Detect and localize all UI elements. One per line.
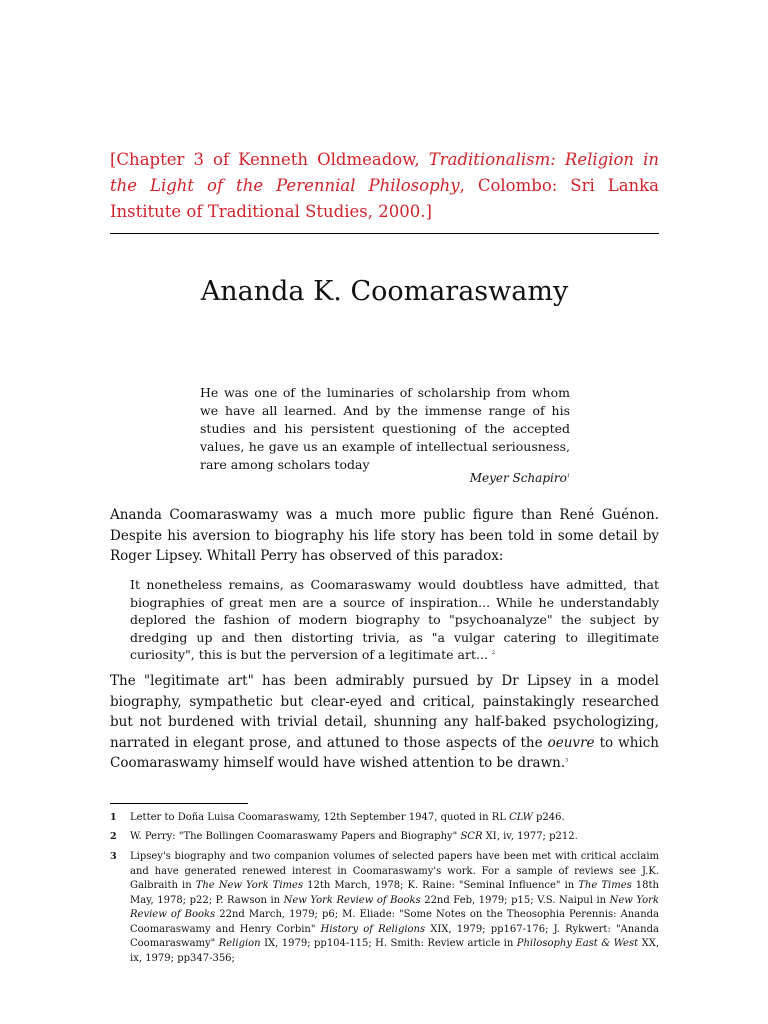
header-text: [Chapter 3 of Kenneth Oldmeadow, bbox=[110, 150, 429, 169]
fn3-s1: Lipsey's biography and two companion volumes of selected papers have been met with critical acclaim and have generated renewed interest in Coomaraswamy's work. For a sample of reviews see J.K. Galbraith in bbox=[130, 851, 659, 891]
header-divider bbox=[110, 233, 659, 234]
page-title: Ananda K. Coomaraswamy bbox=[200, 276, 569, 307]
fn3-i2: The Times bbox=[578, 880, 632, 891]
footnote-divider bbox=[110, 803, 248, 804]
fn3-s2: 12th March, 1978; K. Raine: "Seminal Influence" in bbox=[303, 880, 579, 891]
fn1-a: Letter to Doña Luisa Coomaraswamy, 12th September 1947, quoted in RL bbox=[130, 812, 510, 823]
fn2-a: W. Perry: "The Bollingen Coomaraswamy Papers and Biography" bbox=[130, 831, 461, 842]
fn3-i6: Religion bbox=[218, 938, 261, 949]
body-paragraph-2 bbox=[110, 671, 659, 774]
fn3-i3: New York Review of Books bbox=[283, 894, 421, 906]
para2-text: The "legitimate art" has been admirably pursued by Dr Lipsey in a model biography, sympathetic but clear-eyed and critical, painstakingly researched but not burdened with trivial detail, shunning any half-baked psychologizing, narrated in elegant prose, and attuned to those aspects of the bbox=[110, 673, 659, 751]
epigraph-author: Meyer Schapiro bbox=[469, 471, 567, 485]
fn3-s8: XX, ix, 1979; pp347-356; bbox=[130, 938, 659, 964]
book-title: Traditionalism: Religion in the Light of the Perennial Philosophy bbox=[110, 150, 660, 195]
footnote-ref-2[interactable]: 2 bbox=[491, 649, 496, 656]
footnote-ref-3[interactable]: 3 bbox=[565, 757, 569, 764]
fn2-b: XI, iv, 1977; p212. bbox=[482, 831, 578, 842]
fn1-b: p246. bbox=[532, 812, 565, 823]
fn3-s7: IX, 1979; pp104-115; H. Smith: Review article in bbox=[260, 938, 517, 949]
fn3-i4: New York Review of Books bbox=[130, 894, 659, 920]
block-quote bbox=[130, 576, 659, 664]
footnote-number: 1 bbox=[110, 812, 117, 823]
body-paragraph-1: Ananda Coomaraswamy was a much more public figure than René Guénon. Despite his aversion to biography his life story has been told in some detail by Roger Lipsey. Whitall Perry has observed of this paradox: bbox=[110, 507, 659, 564]
para2-italic: oeuvre bbox=[547, 734, 595, 751]
fn3-i5: History of Religions bbox=[320, 923, 426, 935]
fn3-s3: 18th May, 1978; p22; P. Rawson in bbox=[130, 880, 659, 906]
footnote-number: 2 bbox=[110, 831, 117, 842]
fn2-italic: SCR bbox=[460, 831, 483, 842]
chapter-source-header bbox=[110, 147, 659, 225]
para2-text-end: to which Coomaraswamy himself would have wished attention to be drawn. bbox=[110, 734, 659, 771]
footnote-text bbox=[130, 811, 659, 826]
fn3-i1: The New York Times bbox=[195, 880, 304, 891]
footnote-text bbox=[130, 850, 659, 966]
header-text-end: , Colombo: Sri Lanka Institute of Traditional Studies, 2000.] bbox=[110, 176, 659, 221]
footnote-ref-1[interactable]: 1 bbox=[566, 473, 570, 479]
fn3-i7: Philosophy East & West bbox=[516, 938, 639, 949]
footnote-number: 3 bbox=[110, 851, 117, 862]
fn3-s6: XIX, 1979; pp167-176; J. Rykwert: "Ananda Coomaraswamy" bbox=[130, 923, 659, 949]
block-quote-text: It nonetheless remains, as Coomaraswamy would doubtless have admitted, that biographies of great men are a source of inspiration... While he understandably deplored the fashion of modern biography to "psychoanalyze" the subject by dredging up and then distorting trivia, as "a vulgar catering to illegitimate curiosity", this is but the perversion of a legitimate art... bbox=[130, 577, 659, 662]
epigraph-attribution bbox=[200, 471, 570, 485]
footnote-text bbox=[130, 830, 659, 845]
fn1-italic: CLW bbox=[509, 812, 533, 823]
fn3-s4: 22nd Feb, 1979; p15; V.S. Naipul in bbox=[420, 894, 610, 906]
fn3-s5: 22nd March, 1979; p6; M. Eliade: "Some Notes on the Theosophia Perennis: Ananda Coomaraswamy and Henry Corbin" bbox=[130, 909, 659, 935]
epigraph-quote: He was one of the luminaries of scholarship from whom we have all learned. And by the immense range of his studies and his persistent questioning of the accepted values, he gave us an example of intellectual seriousness, rare among scholars today bbox=[200, 385, 570, 472]
